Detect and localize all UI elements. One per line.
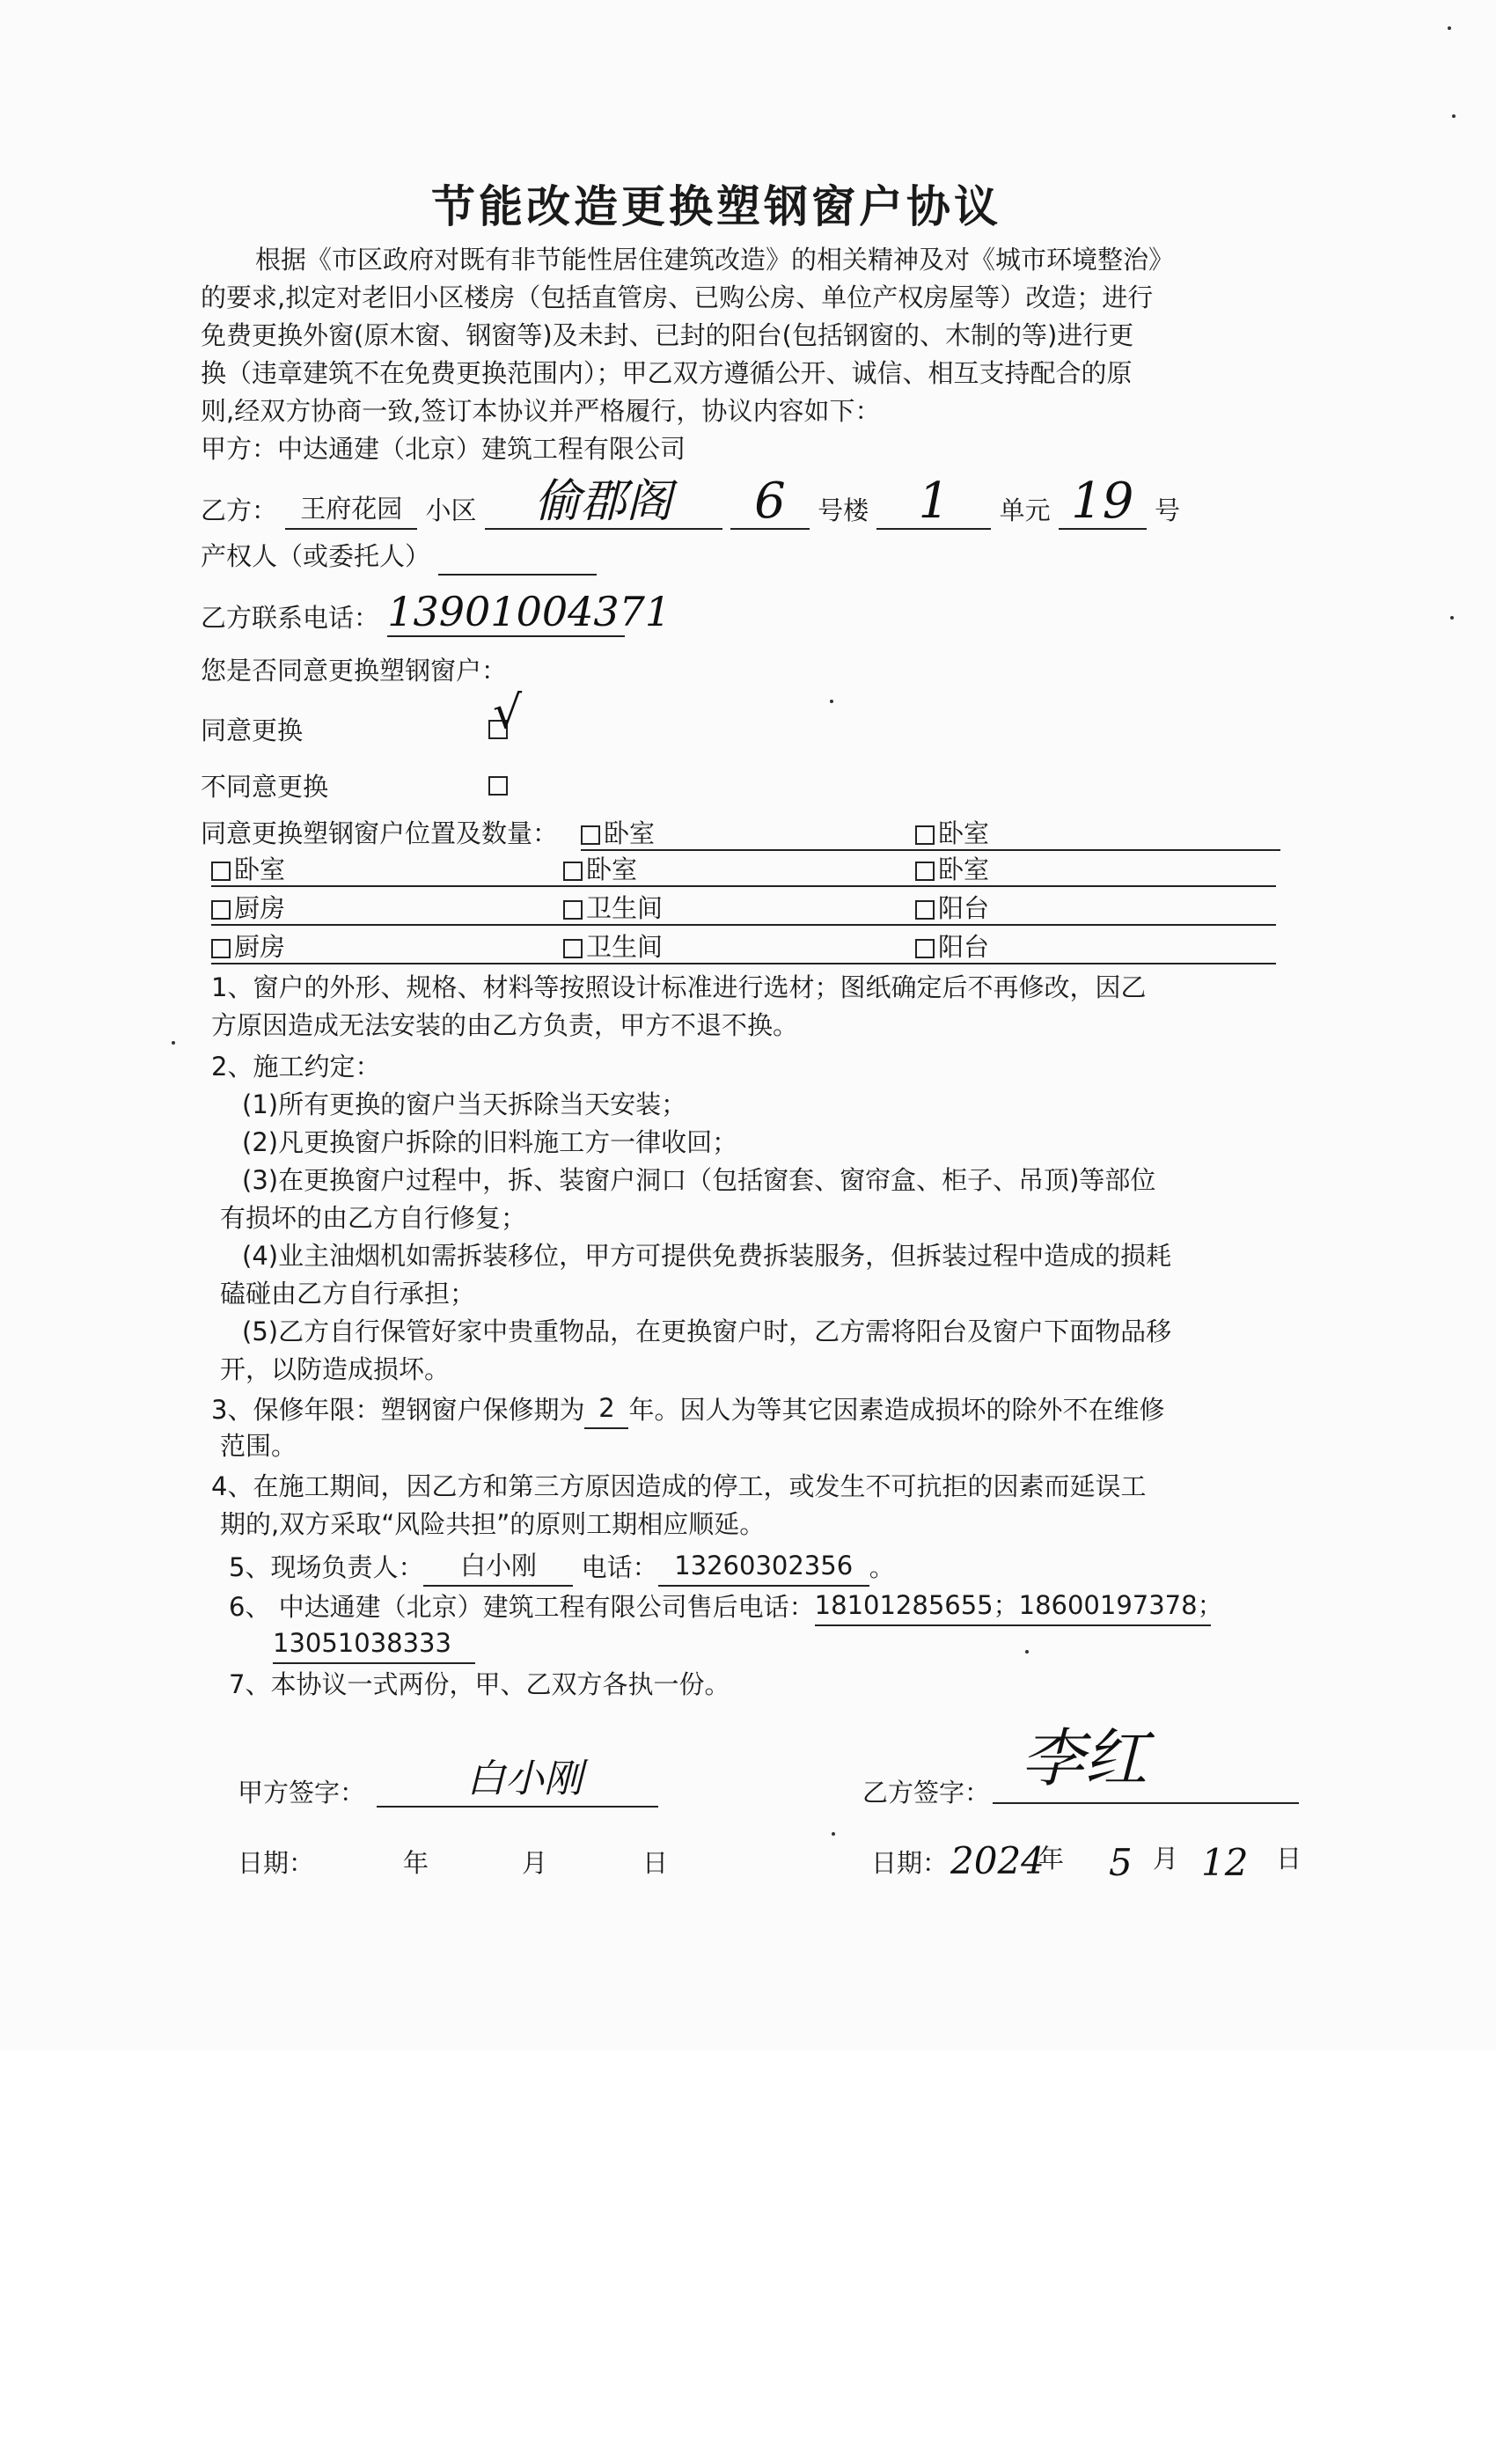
- clause-2-item-5: (5)乙方自行保管好家中贵重物品，在更换窗户时，乙方需将阳台及窗户下面物品移: [242, 1316, 1172, 1346]
- clause-3-line-2: 范围。: [220, 1431, 297, 1461]
- building-field[interactable]: 6: [730, 475, 810, 530]
- party-a-date-label: 日期：: [238, 1848, 315, 1878]
- clause-2-item-5-cont: 开，以防造成损坏。: [220, 1354, 451, 1384]
- clause-4-line-2: 期的,双方采取“风险共担”的原则工期相应顺延。: [220, 1509, 766, 1539]
- room-option[interactable]: 厨房: [211, 928, 285, 966]
- intro-line-4: 换（违章建筑不在免费更换范围内）；甲乙双方遵循公开、诚信、相互支持配合的原: [201, 358, 1133, 388]
- phone-field[interactable]: 13901004371: [387, 588, 671, 635]
- clause-2-item-2: (2)凡更换窗户拆除的旧料施工方一律收回；: [242, 1127, 738, 1157]
- unit-label: 单元: [999, 495, 1051, 525]
- owner-label: 产权人（或委托人）: [201, 541, 431, 571]
- unit-field[interactable]: 1: [876, 475, 991, 530]
- clause-2-title: 2、施工约定：: [211, 1052, 381, 1082]
- site-manager-field[interactable]: 白小刚: [423, 1546, 573, 1587]
- building-label: 号楼: [818, 495, 869, 525]
- clause-2-item-4: (4)业主油烟机如需拆装移位，甲方可提供免费拆装服务，但拆装过程中造成的损耗: [242, 1241, 1172, 1271]
- party-b-date-year-label: 年: [1038, 1844, 1065, 1874]
- room-option[interactable]: 阳台: [915, 928, 989, 966]
- disagree-checkbox[interactable]: [488, 776, 511, 796]
- clause-2-item-1: (1)所有更换的窗户当天拆除当天安装；: [242, 1089, 687, 1119]
- room-option[interactable]: 厨房: [211, 889, 285, 928]
- party-b-signature[interactable]: 李红: [1021, 1721, 1148, 1795]
- room-option[interactable]: 卧室: [581, 814, 655, 853]
- party-a-sign-label: 甲方签字：: [238, 1778, 366, 1808]
- room-label: 号: [1155, 495, 1181, 525]
- party-a-signature[interactable]: 白小刚: [466, 1756, 583, 1801]
- room-option[interactable]: 阳台: [915, 889, 989, 928]
- positions-line-3: [211, 924, 1276, 926]
- phone-label: 乙方联系电话：: [201, 603, 380, 633]
- district-label: 小区: [425, 495, 477, 525]
- clause-2-item-3: (3)在更换窗户过程中，拆、装窗户洞口（包括窗套、窗帘盒、柜子、吊顶)等部位: [242, 1165, 1156, 1195]
- disagree-label: 不同意更换: [201, 772, 329, 802]
- party-a-date-year-label: 年: [403, 1848, 429, 1878]
- estate-field[interactable]: 王府花园: [285, 489, 417, 530]
- clause-6: 6、 中达通建（北京）建筑工程有限公司售后电话：18101285655；18600197378；: [229, 1586, 1211, 1626]
- positions-line-4: [211, 963, 1276, 964]
- party-b-sign-line: [993, 1802, 1299, 1804]
- agree-check-mark: √: [493, 686, 523, 739]
- positions-line-2: [211, 885, 1276, 887]
- clause-1-line-1: 1、窗户的外形、规格、材料等按照设计标准进行选材；图纸确定后不再修改，因乙: [211, 972, 1147, 1002]
- agree-label: 同意更换: [201, 715, 304, 745]
- positions-label: 同意更换塑钢窗户位置及数量：: [201, 818, 559, 848]
- owner-field[interactable]: [438, 544, 597, 576]
- room-field[interactable]: 19: [1059, 475, 1147, 530]
- party-a-date-month-label: 月: [522, 1848, 548, 1878]
- document-title: 节能改造更换塑钢窗户协议: [431, 181, 1001, 232]
- room-option[interactable]: 卫生间: [563, 928, 663, 966]
- party-a: 甲方：中达通建（北京）建筑工程有限公司: [201, 434, 686, 464]
- owner-row: [201, 537, 597, 576]
- area-field[interactable]: 偷郡阁: [485, 475, 722, 530]
- phone-row: [201, 588, 671, 637]
- room-option[interactable]: 卧室: [915, 850, 989, 889]
- party-b-date-year[interactable]: 2024: [950, 1839, 1045, 1882]
- party-b-date-label: 日期：: [871, 1848, 949, 1878]
- intro-line-2: 的要求,拟定对老旧小区楼房（包括直管房、已购公房、单位产权房屋等）改造；进行: [201, 282, 1154, 312]
- aftersale-phones-field-2[interactable]: 13051038333: [273, 1624, 475, 1664]
- room-option[interactable]: 卫生间: [563, 889, 663, 928]
- clause-5: 5、现场负责人： 白小刚 电话： 13260302356 。: [229, 1546, 895, 1587]
- party-b-date-month[interactable]: 5: [1109, 1841, 1133, 1884]
- party-a-date-day-label: 日: [642, 1848, 669, 1878]
- warranty-years-field[interactable]: 2: [584, 1389, 628, 1429]
- clause-3-line-1: 3、保修年限：塑钢窗户保修期为 2 年。因人为等其它因素造成损坏的除外不在维修: [211, 1389, 1164, 1429]
- scan-speck: [1452, 114, 1456, 118]
- clause-2-item-3-cont: 有损坏的由乙方自行修复；: [220, 1203, 527, 1233]
- party-b-row: [201, 475, 1180, 530]
- clause-2-item-4-cont: 磕碰由乙方自行承担；: [220, 1279, 476, 1309]
- intro-line-3: 免费更换外窗(原木窗、钢窗等)及未封、已封的阳台(包括钢窗的、木制的等)进行更: [201, 320, 1134, 350]
- scan-speck: [1450, 616, 1454, 620]
- party-b-date-month-label: 月: [1153, 1844, 1179, 1874]
- room-option[interactable]: 卧室: [211, 850, 285, 889]
- party-b-date-day-label: 日: [1276, 1844, 1302, 1874]
- clause-6-cont: [273, 1624, 475, 1664]
- room-option[interactable]: 卧室: [563, 850, 637, 889]
- aftersale-phones-field-1[interactable]: 18101285655；18600197378；: [815, 1586, 1211, 1626]
- clause-1-line-2: 方原因造成无法安装的由乙方负责，甲方不退不换。: [211, 1010, 799, 1040]
- scan-speck: [1025, 1650, 1029, 1654]
- party-b-label: 乙方：: [201, 495, 278, 525]
- room-option[interactable]: 卧室: [915, 814, 989, 853]
- site-manager-phone-field[interactable]: 13260302356: [658, 1546, 869, 1587]
- agree-question: 您是否同意更换塑钢窗户：: [201, 656, 508, 686]
- clause-7: 7、本协议一式两份，甲、乙双方各执一份。: [229, 1669, 730, 1699]
- scan-speck: [172, 1041, 175, 1045]
- scan-speck: [1448, 26, 1451, 30]
- scan-speck: [830, 700, 833, 703]
- party-a-sign-line: [377, 1806, 658, 1808]
- intro-line-5: 则,经双方协商一致,签订本协议并严格履行，协议内容如下：: [201, 396, 881, 426]
- scan-speck: [832, 1832, 835, 1836]
- intro-line-1: 根据《市区政府对既有非节能性居住建筑改造》的相关精神及对《城市环境整治》: [255, 245, 1175, 275]
- party-b-sign-label: 乙方签字：: [862, 1778, 991, 1808]
- party-b-date-day[interactable]: 12: [1201, 1841, 1249, 1884]
- clause-4-line-1: 4、在施工期间，因乙方和第三方原因造成的停工，或发生不可抗拒的因素而延误工: [211, 1471, 1147, 1501]
